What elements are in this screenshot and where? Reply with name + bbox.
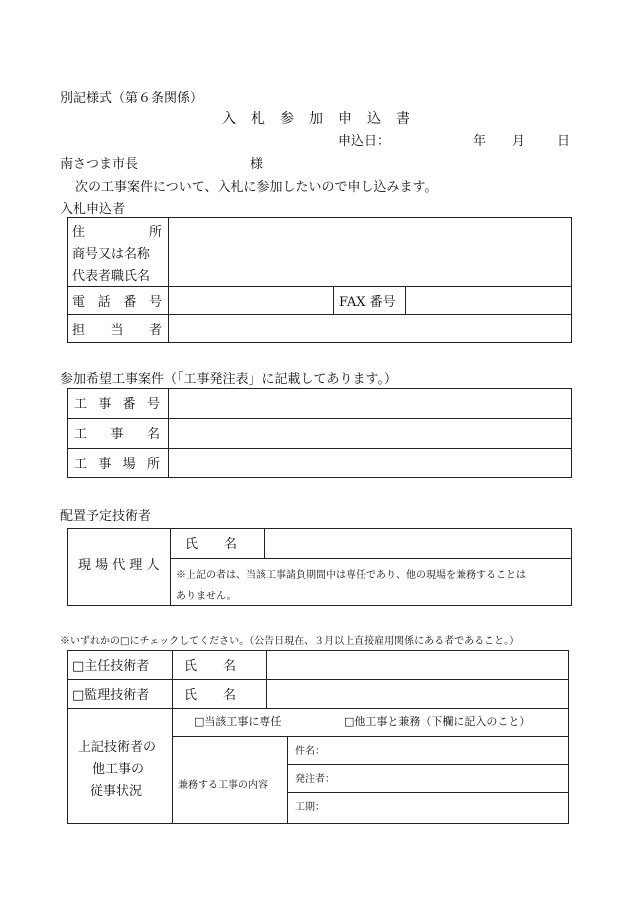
title-char: 参 (280, 111, 294, 127)
project-number-char: 号 (146, 397, 160, 412)
period-label: 工期： (295, 802, 325, 813)
check-note: ※いずれかの□にチェックしてください。（公告日現在、３月以上直接雇用関係にある者であること。） (60, 636, 520, 647)
address-label (72, 221, 162, 240)
representative-label: 代表者職氏名 (72, 269, 151, 284)
status-label-line3: 従事状況 (90, 784, 143, 799)
chief-name-input[interactable] (268, 652, 566, 678)
agent-name-input[interactable] (266, 530, 570, 557)
project-name-char: 事 (110, 427, 124, 442)
document-title (222, 108, 410, 128)
date-label: 申込日： (338, 134, 391, 149)
project-number-char: 工 (74, 397, 88, 412)
project-number-char: 番 (122, 397, 136, 412)
title-char: 入 (222, 111, 236, 127)
project-location-input[interactable] (170, 450, 570, 476)
year-label: 年 (473, 134, 487, 149)
phone-label (72, 291, 162, 310)
agent-note-line2: ありません。 (176, 591, 237, 602)
title-char: 加 (309, 111, 323, 127)
project-location-char: 事 (98, 457, 112, 472)
title-char: 込 (367, 111, 381, 127)
applicant-heading: 入札申込者 (60, 202, 126, 217)
supervisor-name-input[interactable] (268, 681, 566, 707)
status-label-line1: 上記技術者の (78, 740, 157, 755)
client-label: 発注者： (295, 774, 335, 785)
site-agent-label: 現 場 代 理 人 (78, 558, 160, 573)
day-label: 日 (557, 134, 571, 149)
phone-char: 号 (148, 295, 162, 310)
chief-name-label: 氏 名 (184, 659, 237, 674)
engineer-heading: 配置予定技術者 (60, 509, 152, 524)
project-location-char: 所 (146, 457, 160, 472)
fax-input[interactable] (407, 288, 570, 313)
title-char: 申 (338, 111, 352, 127)
contact-input[interactable] (170, 316, 570, 341)
project-name-input[interactable] (170, 420, 570, 447)
status-label-line2: 他工事の (92, 762, 145, 777)
client-input[interactable] (345, 766, 566, 791)
project-location-char: 場 (122, 457, 136, 472)
contact-char: 者 (148, 323, 162, 338)
fax-label: FAX 番号 (339, 295, 396, 310)
phone-input[interactable] (170, 288, 332, 313)
phone-char: 話 (97, 295, 111, 310)
contact-label (72, 319, 162, 338)
intro-text: 次の工事案件について、入札に参加したいので申し込みます。 (75, 180, 438, 195)
title-char: 札 (251, 111, 265, 127)
case-name-label: 件名： (295, 746, 325, 757)
project-name-label (74, 423, 160, 442)
form-label: 別記様式（第６条関係） (60, 91, 204, 106)
project-name-char: 工 (74, 427, 88, 442)
project-location-label (74, 453, 160, 472)
case-name-input[interactable] (335, 738, 566, 763)
concurrent-checkbox[interactable]: □他工事と兼務（下欄に記入のこと） (344, 715, 531, 728)
contact-char: 当 (110, 323, 124, 338)
project-heading: 参加希望工事案件（「工事発注表」に記載してあります。） (60, 372, 397, 387)
addressee: 南さつま市長 (60, 157, 139, 172)
agent-note-line1: ※上記の者は、当該工事請負期間中は専任であり、他の現場を兼務することは (176, 570, 526, 581)
supervising-engineer-checkbox[interactable]: □監理技術者 (72, 688, 150, 703)
contact-char: 担 (72, 323, 86, 338)
phone-char: 番 (123, 295, 137, 310)
company-label: 商号又は名称 (72, 247, 151, 262)
supervisor-name-label: 氏 名 (184, 688, 237, 703)
project-location-char: 工 (74, 457, 88, 472)
agent-name-label: 氏 名 (185, 537, 238, 552)
concurrent-work-label: 兼務する工事の内容 (178, 780, 268, 791)
address-char: 所 (148, 225, 162, 240)
honorific: 様 (250, 157, 264, 172)
address-company-input[interactable] (170, 219, 570, 285)
project-number-label (74, 393, 160, 412)
project-name-char: 名 (146, 427, 160, 442)
title-char: 書 (396, 111, 410, 127)
project-number-char: 事 (98, 397, 112, 412)
exclusive-checkbox[interactable]: □当該工事に専任 (194, 715, 282, 728)
period-input[interactable] (330, 794, 566, 822)
project-number-input[interactable] (170, 390, 570, 417)
phone-char: 電 (72, 295, 86, 310)
address-char: 住 (72, 225, 86, 240)
chief-engineer-checkbox[interactable]: □主任技術者 (72, 659, 150, 674)
month-label: 月 (512, 134, 526, 149)
